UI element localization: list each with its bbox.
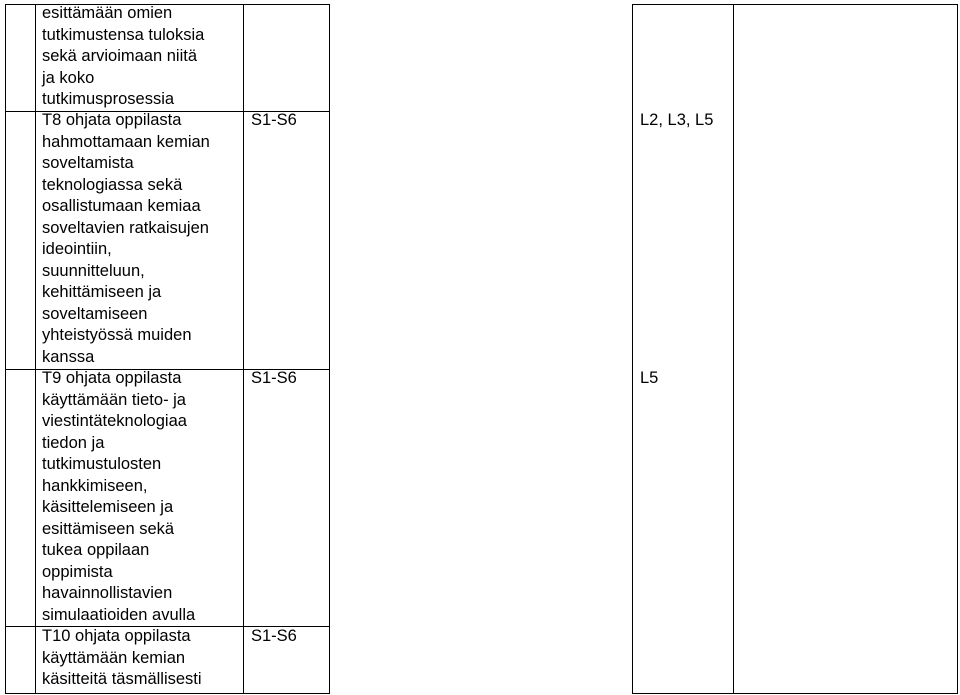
table-border-bottom	[632, 693, 958, 694]
objective-cell: T9 ohjata oppilasta käyttämään tieto- ja viestintäteknologiaa tiedon ja tutkimustulosten hankkimiseen, käsittelemiseen ja esittämiseen sekä tukea oppilaan oppimista havainnollistavien simulaatioiden avulla	[42, 369, 196, 624]
content-area-cell: S1-S6	[251, 111, 297, 129]
column-divider	[733, 4, 734, 694]
column-divider	[243, 4, 244, 694]
competence-cell: L2, L3, L5	[640, 111, 714, 129]
objective-cell: esittämään omien tutkimustensa tuloksia sekä arvioimaan niitä ja koko tutkimusprosessia	[42, 4, 205, 108]
table-border-bottom	[5, 693, 330, 694]
objective-cell: T10 ohjata oppilasta käyttämään kemian käsitteitä täsmällisesti	[42, 627, 202, 688]
competence-cell: L5	[640, 369, 659, 387]
table-border-right	[957, 4, 958, 694]
content-area-cell: S1-S6	[251, 627, 297, 645]
column-divider	[35, 4, 36, 694]
objective-cell: T8 ohjata oppilasta hahmottamaan kemian soveltamista teknologiassa sekä osallistumaan kemiaa soveltavien ratkaisujen ideointiin, suunnitteluun, kehittämiseen ja soveltamiseen yhteistyössä muiden kanssa	[42, 111, 210, 366]
column-divider	[632, 4, 633, 694]
content-area-cell: S1-S6	[251, 369, 297, 387]
column-divider	[329, 4, 330, 694]
table-border-top	[632, 4, 958, 5]
table-border-left	[5, 4, 6, 694]
